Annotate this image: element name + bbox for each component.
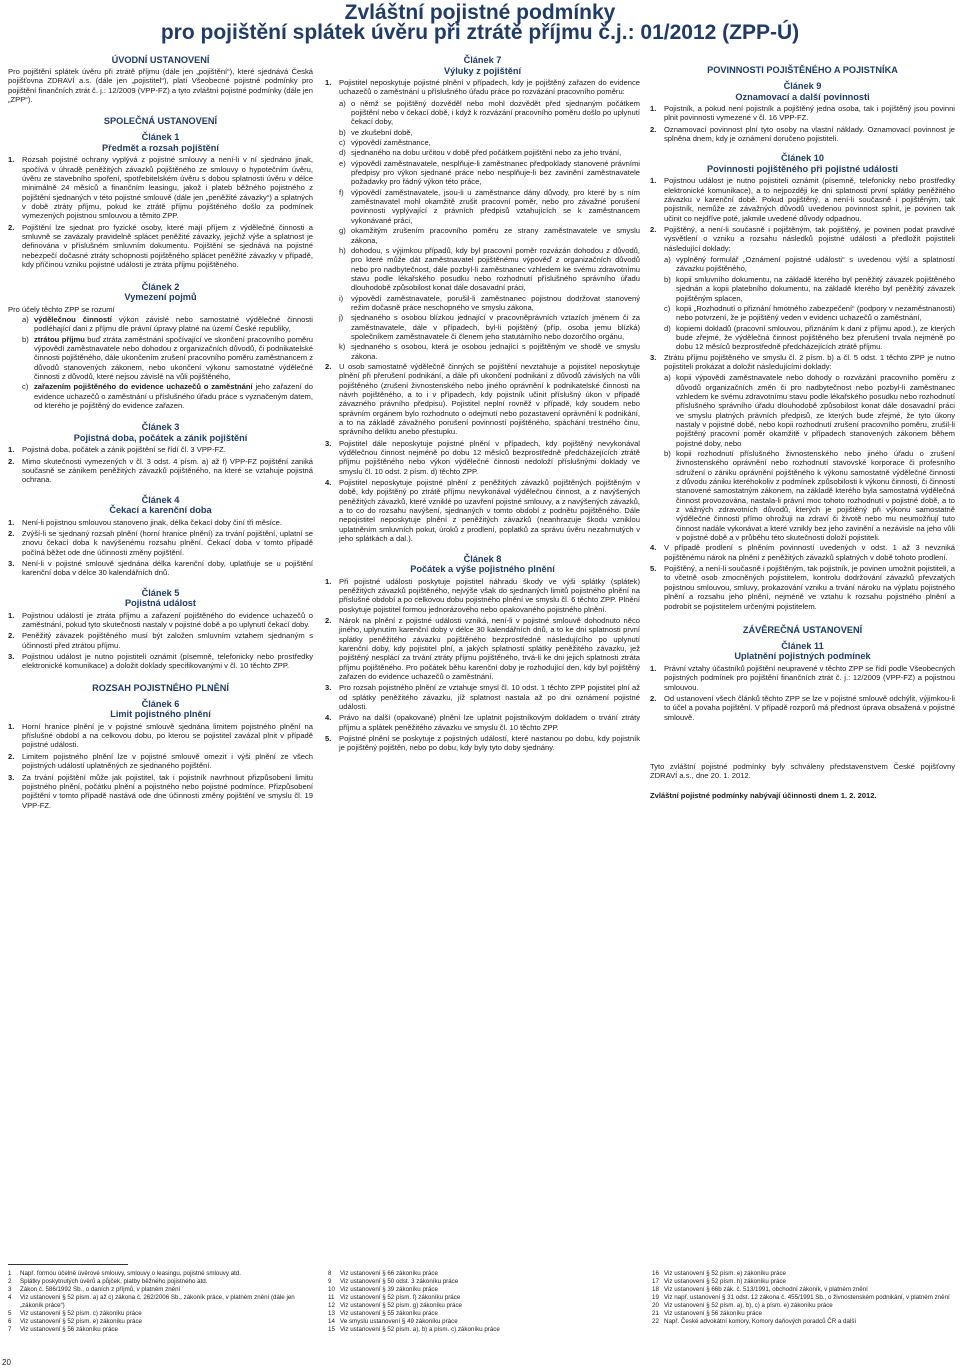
footnote-number: 16	[652, 1270, 659, 1277]
item-text: kopii výpovědi zaměstnavatele nebo dohody o rozvázání pracovního poměru z důvodů organizačních změn či pro nadbytečnost nebo pozbyl-li zaměstnanec vzhledem ke svému zdravotnímu stavu podle lékařského posudku nebo rozhodnutí příslušného správního úřadu dlouhodobě způsobilost konat dále dosavadní práci ve smyslu platných právních předpisů, ze kterých bude zřejmé, že tyto úkony nastaly v pojistné době, nebo kopii rozhodnutí zrušení pracovního poměru, zrušil-li pojištěný pracovní poměr okamžitě v případech stanovených zákonem během pojistné doby, nebo	[676, 373, 955, 448]
article-11-title: Článek 11 Uplatnění pojistných podmínek	[734, 640, 871, 662]
item-text: kopii „Rozhodnutí o přiznání hmotného zabezpečení“ (podpory v nezaměstnanosti) nebo potvrzení, že je pojištěný veden v evidenci uchazečů o zaměstnání,	[676, 303, 955, 323]
footnote-text: Viz ustanovení § 52 písm. g) zákoníku práce	[340, 1302, 462, 1309]
item-text: kopii rozhodnutí příslušného živnostenského nebo jiného úřadu o zrušení živnostenského oprávnění nebo rozhodnutí stavovské korporace či profesního sdružení o zániku oprávnění pojištěného k výkonu samostatně výdělečné činnosti z důvodu zániku kteréhokoliv z podmínek způsobilosti k výkonu činnosti, či činnosti stanovené samostatným zákonem, na základě kterého byla samostatná výdělečná činnost provozována, nastala-li právní moc tohoto rozhodnutí v pojistné době, a to z vážných zdravotních důvodů, kterých je pojištěný při výkonu samostatně výdělečné činnosti přímo ohrožuji na zdraví či životě nebo mu neumožňují tuto činnost nadále vykonávat a které vznikly bez jeho zavinění a nezávisle na jeho vůli v pojistné době a v průběhu této skutečnosti doloží pojistiteli.	[676, 449, 955, 543]
footnote-number: 7	[8, 1326, 12, 1333]
footnote-text: Viz ustanovení § 52 písm. a) až c) zákona č. 262/2006 Sb., zákoník práce, v platném znění (dále jen „zákoník práce“)	[20, 1294, 295, 1309]
article-7-item	[339, 294, 640, 313]
article-7-item	[339, 188, 640, 225]
footnote-number: 6	[8, 1318, 12, 1325]
footnote	[8, 1286, 313, 1294]
scope-heading: ROZSAH POJISTNÉHO PLNĚNÍ	[92, 682, 229, 693]
footnote-text: Viz ustanovení § 52 písm. a), b), c) a písm. e) zákoníku práce	[664, 1302, 833, 1309]
article-2-item-a: a) výdělečnou činností výkon závislé nebo samostatné výdělečné činnosti podléhající dani z příjmu dle právní úpravy platné na území České republiky,	[22, 314, 313, 334]
column-middle	[325, 55, 640, 755]
article-8-para-3: 3. Pro rozsah pojistného plnění ze vztahuje smysl čl. 10 odst. 1 těchto ZPP pojistitel plní až od splátky peněžitého závazku, jíž splatnost nastala až po dni oznámení pojistné události.	[325, 683, 640, 711]
article-10-para-5: 5. Pojištěný, a není-li současně i pojištěným, tak pojistník, je povinen umožnit pojistiteli, a to včetně osob zmocněných pojistitelem, kontrolu dodržování závazků převzatých pojistnou smlouvou, smluvy, prokazování vzniku a trvání nároku na výplatu pojistného plnění a rozsahu jeho plnění, nejméně ve vztahu k rozsahu pojistného plnění a podrobit se pojistitelem určenými pojistitelem.	[650, 564, 955, 611]
article-10-title: Článek 10 Povinnosti pojištěného při pojistné události	[707, 153, 898, 174]
footnote	[8, 1294, 313, 1310]
item-letter: k)	[339, 342, 346, 352]
footnote-number: 10	[328, 1286, 335, 1293]
item-text: sjednaného s osobou blízkou jednající v pracovněprávních vztazích jménem či za zaměstnavatele, dále v případech, byl-li pojištěný (příp. osoba jemu blízká) společníkem zaměstnavatele či členem jeho statutárního nebo dozorčího orgánu,	[351, 313, 640, 341]
item-letter: e)	[339, 158, 346, 168]
footnote	[8, 1310, 313, 1318]
article-7-item	[339, 313, 640, 341]
footnote-number: 5	[8, 1310, 12, 1317]
footnote	[328, 1294, 638, 1302]
footnote-number: 21	[652, 1310, 659, 1317]
footnote-text: Viz ustanovení § 52 písm. a), b) a písm. c) zákoníku práce	[340, 1326, 500, 1333]
footnote-text: Např. České advokátní komory, Komory daňových poradců ČR a další	[664, 1318, 857, 1325]
footnote-number: 13	[328, 1310, 335, 1317]
footnote	[652, 1270, 957, 1278]
article-7-item	[339, 128, 640, 137]
article-9-para-2: 2. Oznamovací povinnost plní tyto osoby na vlastní náklady. Oznamovací povinnost je splněna dnem, kdy je oznámení doručeno pojistiteli.	[650, 124, 955, 144]
article-10-para-3-items	[650, 373, 955, 542]
footnote	[328, 1286, 638, 1294]
page-number: 20	[2, 1358, 11, 1367]
footnote-text: Viz ustanovení § 52 písm. e) zákoníku práce	[20, 1318, 142, 1325]
item-letter: a)	[664, 373, 671, 383]
item-text: sjednaného s osobou, která je osobou jednající s pojištěným ve shodě ve smyslu zákona.	[351, 342, 640, 361]
article-10-para-2-item	[664, 255, 955, 274]
footnote-divider	[8, 1264, 128, 1265]
article-7-item	[339, 342, 640, 361]
article-10-para-4: 4. V případě prodlení s plněním povinností uvedených v odst. 1 až 3 nevzniká pojištěnému nárok na plnění z peněžitých závazků splatných v době tohoto prodlení.	[650, 543, 955, 562]
item-letter: g)	[339, 226, 346, 236]
effective-date-note: Zvláštní pojistné podmínky nabývají účinnosti dnem 1. 2. 2012.	[650, 790, 877, 800]
article-10-para-2-item	[664, 304, 955, 323]
item-text: dohodou, s výjimkou případů, kdy byl pracovní poměr rozvázán dohodou z důvodů, pro které může dát zaměstnavatel pojištěnému výpověď z organizačních důvodů nebo pro nadbytečnost, dále pozbyl-li zaměstnanec vzhledem ke svému zdravotnímu stavu podle lékařského posudku nebo rozhodnutí příslušného správního úřadu dlouhodobě způsobilost konat dále dosavadní práci,	[351, 245, 640, 293]
article-5-para-3: 3. Pojistnou událost je nutno pojistiteli oznámit (písemně, telefonicky nebo prostředky elektronické komunikace) a doložit doklady specifikovanými v čl. 10 těchto ZPP.	[8, 652, 313, 671]
approval-note: Tyto zvláštní pojistné podmínky byly schváleny představenstvem České pojišťovny ZDRAVÍ a.s., dne 20. 1. 2012.	[650, 761, 955, 781]
footnote-number: 11	[328, 1294, 335, 1301]
article-7-item	[339, 226, 640, 245]
article-6-title: Článek 6 Limit pojistného plnění	[110, 698, 211, 720]
item-text: kopiemi dokladů (pracovní smlouvou, přiznáním k dani z příjmu apod.), ze kterých bude zřejmé, že výdělečná činnost pojištěného bez přerušení trvala nejméně po dobu 12 měsíců bezprostředně předcházejících ztrátě příjmu.	[676, 323, 955, 352]
footnote	[328, 1326, 638, 1334]
intro-text: Pro pojištění splátek úvěru při ztrátě příjmu (dále jen „pojištění“), které sjednává Česká pojišťovna ZDRAVÍ a.s. (dále jen „pojistitel“), platí Všeobecné pojistné podmínky pro pojištění finančních ztrát č. j.: 12/2009 (VPP-FZ) a tyto zvláštní pojistné podmínky (dále jen „ZPP“).	[8, 67, 313, 105]
article-6-para-3: 3. Za trvání pojištění může jak pojistitel, tak i pojistník navrhnout přizpůsobení limitu pojistného plnění, počátku plnění a pojistného nebo pojistné podmínce. Přizpůsobení pojištění v tomto případě nastává ode dne účinnosti změny pojištění ve smyslu čl. 19 VPP-FZ.	[8, 772, 313, 810]
article-8-para-2: 2. Nárok na plnění z pojistné události vzniká, není-li v pojistné smlouvě dohodnuto něco jiného, uplynutím karenční doby v délce 30 kalendářních dnů, a to ke dni splatnosti první splátky peněžitého závazku pojištěného bezprostředně následujícího po uplynutí karenční doby, kdy pojistitel plní, a jakých splatností splátky peněžitého závazku, jež pojištěný nesplácí za trvání ztráty příjmu pojištěného, trvá-li ke dni jejich splatnosti ztráta příjmu pojištěného. Pro počátek běhu karenční doby je rozhodující den, kdy byl pojištěný zařazen do evidence uchazečů o zaměstnání.	[325, 615, 640, 681]
article-5-title: Článek 5 Pojistná událost	[125, 587, 196, 609]
article-11-para-1: 1. Právní vztahy účastníků pojištění neupravené v těchto ZPP se řídí podle Všeobecných pojistných podmínek pro pojištění finančních ztrát č. j.: 12/2009 (VPP-FZ) a pojistnou smlouvou.	[650, 663, 955, 692]
item-letter: c)	[664, 303, 671, 313]
article-8-para-4: 4. Právo na další (opakované) plnění lze uplatnit pojistníkovým dokladem o trvání ztráty příjmu a splátek peněžitého závazku ve smyslu čl. 10 těchto ZPP.	[325, 713, 640, 732]
article-3-title: Článek 3 Pojistná doba, počátek a zánik pojištění	[73, 422, 248, 443]
footnote-text: Viz ustanovení § 56 zákoníku práce	[664, 1310, 762, 1317]
article-9-title: Článek 9 Oznamovací a další povinnosti	[735, 81, 870, 102]
footnote-text: Viz ustanovení § 55 zákoníku práce	[340, 1310, 438, 1317]
footnotes-right	[652, 1270, 957, 1326]
article-1-title: Článek 1 Předmět a rozsah pojištění	[102, 132, 219, 153]
footnote-number: 4	[8, 1294, 12, 1301]
article-7-para-4: 4. Pojistitel neposkytuje pojistné plnění z peněžitých závazků pojištěných pojištěným v době, kdy pojištěný po ztrátě příjmu nevykonával výdělečnou činnost, a z navýšených peněžitých závazků, které vzniklé po uzavření pojistné smlouvy, a z navýšených závazků, a to co do rozsahu navýšení, sjednaných v tomto období z podnětu pojištěného. Dále nepojistitel neposkytuje plnění z peněžitých závazků (neanhrazuje škodu vzniklou uplatněním smluvních pokut, úroků z prodlení, poplatků za správu úvěru nezahrnutých v jeho splátkách a dal.).	[325, 478, 640, 544]
footnote	[8, 1318, 313, 1326]
footnote	[328, 1278, 638, 1286]
article-4-para-2: 2. Zvýší-li se sjednaný rozsah plnění (horní hranice plnění) za trvání pojištění, uplatní se znovu čekací doba k navýšenému rozsahu plnění. Čekací doba v tomto případě počíná běžet ode dne účinnosti změny pojištění.	[8, 529, 313, 557]
footnote-text: Viz ustanovení § 50 odst. 3 zákoníku práce	[340, 1278, 459, 1285]
footnote-text: Viz ustanovení § 52 písm. f) zákoníku práce	[340, 1294, 461, 1301]
item-letter: i)	[339, 293, 344, 303]
footnote-number: 20	[652, 1302, 659, 1309]
item-text: okamžitým zrušením pracovního poměru ze strany zaměstnavatele ve smyslu zákona,	[351, 226, 640, 245]
footnote-number: 19	[652, 1294, 659, 1301]
footnote-number: 2	[8, 1278, 12, 1285]
footnote	[328, 1302, 638, 1310]
article-1-para-1: 1. Rozsah pojistné ochrany vyplývá z pojistné smlouvy a není-li v ní sjednáno jinak, spočívá v úhradě peněžitých závazků pojištěného ze smlouvy o hypotečním úvěru, úvěru ze stavebního spoření, spotřebitelském úvěru s dobou splatnosti úvěru v délce minimálně 24 měsíců a finančním leasingu, jakož i plateb běžného pojistného z pojištění sjednaných v této pojistné smlouvě (dále jen „peněžité závazky“) a splatných v době ztráty příjmu, pokud ke ztrátě příjmu pojištěného došlo za podmínek vymezených pojistnou smlouvou a těmito ZPP.	[8, 155, 313, 221]
footnote-text: Viz ustanovení § 39 zákoníku práce	[340, 1286, 438, 1293]
footnote-number: 12	[328, 1302, 335, 1309]
footnote-text: Viz např. ustanovení § 31 odst. 12 zákona č. 455/1991 Sb., o živnostenském podnikání, v platném znění	[664, 1294, 950, 1301]
footnote-number: 3	[8, 1286, 12, 1293]
article-7-item	[339, 138, 640, 147]
footnote	[652, 1286, 957, 1294]
footnote	[8, 1278, 313, 1286]
article-10-para-2-items	[650, 255, 955, 351]
footnote-number: 22	[652, 1318, 659, 1325]
footnote-text: Viz ustanovení § 52 písm. e) zákoníku práce	[664, 1270, 786, 1277]
column-right	[650, 55, 955, 801]
footnote	[652, 1310, 957, 1318]
duties-heading: POVINNOSTI POJIŠTĚNÉHO A POJISTNÍKA	[707, 65, 898, 75]
item-letter: f)	[339, 187, 344, 197]
footnote-number: 14	[328, 1318, 335, 1325]
item-letter: b)	[339, 127, 346, 137]
article-7-item	[339, 159, 640, 187]
footnote	[328, 1270, 638, 1278]
article-6-para-1: 1. Horní hranice plnění je v pojistné smlouvě sjednána limitem pojistného plnění na příslušné období a na celkovou dobu, po kterou se pojistitel zavázal plnit v případě pojistné události.	[8, 721, 313, 750]
intro-heading: ÚVODNÍ USTANOVENÍ	[111, 55, 210, 65]
article-7-para-3: 3. Pojistitel dále neposkytuje pojistné plnění v případech, kdy pojištěný nevykonával výdělečnou činnost nejméně po dobu 12 měsíců bezprostředně předcházejících ztrátě příjmu pojištěného nebo výkon výdělečné činnosti nedoloží příslušnými doklady ve smyslu čl. 10 odst. 2 písm. d) těchto ZPP.	[325, 438, 640, 476]
footnote	[652, 1302, 957, 1310]
document-title-line1: Zvláštní pojistné podmínky	[344, 1, 616, 24]
item-text: výpovědí zaměstnance,	[351, 138, 431, 148]
item-letter: a)	[664, 255, 671, 265]
article-2-item-c: c) zařazením pojištěného do evidence uchazečů o zaměstnání jeho zařazení do evidence uchazečů o zaměstnání u příslušného úřadu práce s vyznačeným datem, od kterého je pojištěný do evidence zařazen.	[22, 382, 314, 410]
article-4-para-3: 3. Není-li v pojistné smlouvě sjednána délka karenční doby, uplatňuje se u pojištění karenční doba v délce 30 kalendářních dnů.	[8, 559, 313, 578]
footnote	[652, 1318, 957, 1326]
column-left	[8, 55, 313, 812]
document-title-line2: pro pojištění splátek úvěru při ztrátě příjmu č.j.: 01/2012 (ZPP-Ú)	[160, 21, 800, 44]
article-7-title: Článek 7 Výluky z pojištění	[443, 55, 522, 76]
article-6-para-2: 2. Limitem pojistného plnění lze v pojistné smlouvě omezit i výši plnění ze všech pojistných událostí uplatněných ze sjednaného pojištění.	[8, 751, 313, 771]
article-8-para-5: 5. Pojistné plnění se poskytuje z pojistných událostí, které nastanou po dobu, kdy pojistník je pojištěný pojištěn, nebo po dobu, kdy byly tyto doby sjednány.	[325, 734, 640, 753]
footnote-text: Ve smyslu ustanovení § 49 zákoníku práce	[340, 1318, 458, 1325]
article-10-para-1: 1. Pojistnou událost je nutno pojistiteli oznámit (písemně, telefonicky nebo prostředky elektronické komunikace), a to nejpozději ke dni splatnosti první splátky peněžitého závazku v karenční době. Pokud pojištěný, a není-li současně i pojištěným, tak pojistník, nemůže ze závažných důvodů uvedenou povinnost splnit, je povinen tak učinit co nejdříve poté, jakmile uvedené důvody odpadnou.	[650, 176, 955, 223]
footnote-text: Zákon č. 586/1992 Sb., o daních z příjmů, v platném znění	[20, 1286, 181, 1293]
article-5-para-1: 1. Pojistnou událostí je ztráta příjmu a zařazení pojištěného do evidence uchazečů o zaměstnání, pokud tyto skutečnosti nastaly v pojistné době a po uplynutí čekací doby.	[8, 610, 313, 630]
article-3-para-1: 1. Pojistná doba, počátek a zánik pojištění se řídí čl. 3 VPP-FZ.	[8, 445, 226, 455]
article-10-para-2: 2. Pojištěný, a není-li současně i pojištěným, tak pojištěný, je povinen podat pravdivé vysvětlení o vzniku a rozsahu následků pojistné události a předložit pojistiteli následující doklady:	[650, 225, 955, 253]
article-1-para-2: 2. Pojištění lze sjednat pro fyzické osoby, které mají příjem z výdělečné činnosti a smluvně se zavázaly pravidelně splácet peněžité závazky, jejichž výše a splatnost je definována v příslušném smluvním dokumentu. Pojištění se sjednává na pojistné nebezpečí dočasné ztráty schopnosti pojištěného splácet peněžité závazky v případě, kdy příčinou vzniku pojistné události je ztráta příjmu pojištěného.	[8, 222, 313, 270]
footnote	[328, 1310, 638, 1318]
article-11-para-2: 2. Od ustanovení všech článků těchto ZPP se lze v pojistné smlouvě odchýlit, výjimkou-li to účel a povaha pojištění. V případě rozporů má přednost úprava obsažená v pojistné smlouvě.	[650, 693, 955, 722]
item-text: kopii smluvního dokumentu, na základě kterého byl peněžitý závazek pojištěného sjednán a kopii platebního dokumentu, na základě kterého byl peněžitý závazek pojištěným splacen,	[676, 274, 955, 303]
article-10-para-3-item	[664, 373, 955, 448]
item-letter: c)	[339, 138, 346, 148]
footnote-text: Viz ustanovení § 66 zákoníku práce	[340, 1270, 438, 1277]
footnote-text: Splátky poskytnutých úvěrů a půjček, platby běžného pojistného atd.	[20, 1278, 208, 1285]
footnote-text: Viz ustanovení § 66b zák. č. 513/1991, obchodní zákoník, v platném znění	[664, 1286, 868, 1293]
footnote	[652, 1294, 957, 1302]
article-2-lead: Pro účely těchto ZPP se rozumí	[8, 304, 115, 314]
article-7-item	[339, 99, 640, 127]
article-7-items	[325, 99, 640, 361]
footnote-text: Např. formou účelně úvěrové smlouvy, smlouvy o leasingu, pojistné smlouvy atd.	[20, 1270, 242, 1277]
item-text: vyplněný formulář „Oznámení pojistné události“ s uvedenou výší a splatností závazku pojištěného,	[676, 255, 955, 274]
item-letter: h)	[339, 245, 346, 255]
article-7-item	[339, 246, 640, 293]
article-9-para-1: 1. Pojistník, a pokud není pojistník a pojištěný jedna osoba, tak i pojištěný jsou povinni plnit povinnosti vymezené v čl. 16 VPP-FZ.	[650, 104, 955, 123]
item-letter: b)	[664, 449, 671, 458]
footnote-number: 17	[652, 1278, 659, 1285]
item-letter: b)	[664, 274, 671, 284]
article-3-para-2: 2. Mimo skutečnosti vymezených v čl. 3 odst. 4 písm. a) až f) VPP-FZ pojištění zaniká současně se zánikem peněžitých závazků pojištěného, na které se vztahuje pojistná ochrana.	[8, 456, 313, 485]
common-heading: SPOLEČNÁ USTANOVENÍ	[103, 116, 218, 127]
footnote-number: 8	[328, 1270, 332, 1277]
footnote-number: 15	[328, 1326, 335, 1333]
footnote	[328, 1318, 638, 1326]
article-10-para-3-item	[664, 449, 955, 542]
article-10-para-2-item	[664, 275, 955, 303]
footnote	[652, 1278, 957, 1286]
item-text: o němž se pojištěný dozvěděl nebo mohl dozvědět před sjednaným počátkem pojištění nebo v čekací době, i když k rozvázání pracovního poměru došlo po uplynutí čekací doby,	[351, 98, 640, 127]
footnotes-left	[8, 1270, 313, 1334]
article-7-para-1: 1. Pojistitel neposkytuje pojistné plnění v případech, kdy je pojištěný zařazen do evidence uchazečů o zaměstnání u příslušného úřadu práce po rozvázání pracovního poměru:	[325, 78, 640, 97]
footnote-number: 18	[652, 1286, 659, 1293]
article-10-para-3: 3. Ztrátu příjmu pojištěného ve smyslu čl. 2 písm. b) a čl. 5 odst. 1 těchto ZPP je nutno pojistiteli prokázat a doložit následujícími doklady:	[650, 352, 955, 371]
item-text: výpovědí zaměstnavatele, nesplňuje-li zaměstnanec předpoklady stanovené právními předpisy pro výkon sjednané práce nebo nesplňuje-li bez zavinění zaměstnavatele požadavky pro řádný výkon této práce,	[351, 158, 640, 187]
footnote-text: Viz ustanovení § 52 písm. h) zákoníku práce	[664, 1278, 786, 1285]
article-4-para-1: 1. Není-li pojistnou smlouvou stanoveno jinak, délka čekací doby činí tři měsíce.	[8, 517, 283, 527]
article-7-item	[339, 148, 640, 157]
item-letter: d)	[664, 323, 671, 333]
item-text: ve zkušební době,	[351, 127, 413, 137]
article-7-para-2: 2. U osob samostatně výdělečně činných se pojištění nevztahuje a pojistitel neposkytuje plnění při přerušení podnikání, a dále při ukončení podnikání z důvodů závislých na vůli pojištěného (zrušení živnostenského nebo jiného oprávnění k podnikatelské činnosti na návrh pojištěného, a to i v případech, kdy pojistník učinit příslušný úkon v případě závazného právního předpisu). Pojistitel neplní rovněž v případě, kdy soudem nebo správním orgánem bylo rozhodnuto o odejmutí nebo pozastavení oprávnění k podnikání, a to na základě závažného porušení povinností pojištěného, spáchání trestného činu, správního deliktu anebo přestupku.	[325, 361, 640, 437]
article-8-title: Článek 8 Počátek a výše pojistného plnění	[410, 553, 555, 574]
item-letter: d)	[339, 148, 346, 158]
footnote	[8, 1326, 313, 1334]
footnote-number: 1	[8, 1270, 12, 1277]
item-text: výpovědí zaměstnavatele, porušil-li zaměstnanec pojistnou dodržovat stanovený režim dočasně práce neschopného ve smyslu zákona,	[351, 293, 640, 312]
article-8-para-1: 1. Při pojistné události poskytuje pojistitel náhradu škody ve výši splátky (splátek) peněžitých závazků pojištěného, nejvýše však do sjednaných limitů pojistného plnění na příslušné období a po celkovou dobu pojistného plnění ve smyslu čl. 6 těchto ZPP. Plnění poskytuje pojistitel formou jednorázového nebo opakovaného pojistného plnění.	[325, 576, 640, 614]
footnotes-middle	[328, 1270, 638, 1334]
item-text: výpovědí zaměstnavatele, jsou-li u zaměstnance dány důvody, pro které by s ním zaměstnavatel mohl okamžitě zrušit pracovní poměr, nebo pro závažné porušení povinnosti vyplývající z právních předpisů vztahujících se k zaměstnancem vykonávané práci,	[351, 187, 640, 225]
item-letter: a)	[339, 98, 346, 108]
item-text: sjednaného na dobu určitou v době před počátkem pojištění nebo za jeho trvání,	[351, 148, 622, 158]
article-4-title: Článek 4 Čekací a karenční doba	[109, 494, 212, 516]
article-2-title: Článek 2 Vymezení pojmů	[124, 281, 197, 302]
footnote-text: Viz ustanovení § 56 zákoníku práce	[20, 1326, 118, 1333]
article-2-item-b: b) ztrátou příjmu buď ztráta zaměstnání spočívající ve skončení pracovního poměru výpovědí zaměstnavatele nebo dohodou z organizačních důvodů, či podnikatelské činnosti pojištěného, dále ukončením zrušení pracovního poměru zaměstnancem z důvodů stanovených zákonem, nebo ukončení výkonu samostatné výdělečné činnosti z důvodů, které nejsou závislé na vůli pojištěného,	[22, 334, 313, 381]
footnote-number: 9	[328, 1278, 332, 1285]
footnote	[8, 1270, 313, 1278]
article-5-para-2: 2. Peněžitý závazek pojištěného musí být založen smluvním vztahem sjednaným s účinností před ztrátou příjmu.	[8, 631, 313, 650]
item-letter: j)	[339, 313, 344, 323]
footnote-text: Viz ustanovení § 52 písm. c) zákoníku práce	[20, 1310, 142, 1317]
final-heading: ZÁVĚREČNÁ USTANOVENÍ	[742, 624, 863, 635]
article-10-para-2-item	[664, 324, 955, 352]
